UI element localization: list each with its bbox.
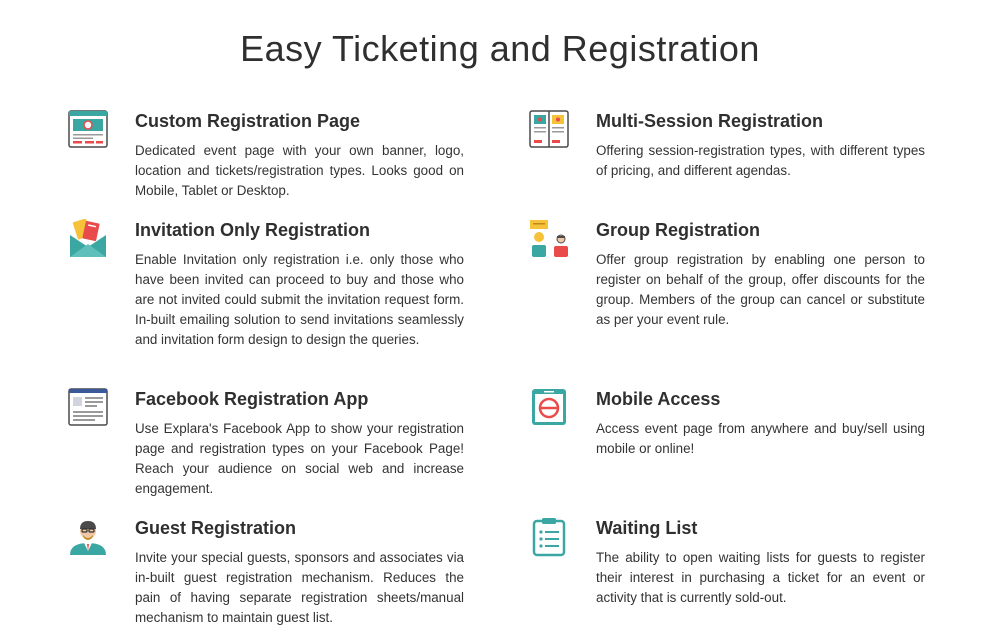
feature-title: Facebook Registration App (135, 389, 369, 409)
feature-title: Custom Registration Page (135, 111, 361, 131)
feature-description: Use Explara's Facebook App to show your registration page and registration types on your Facebook Page! Reach your audience on social web and increase engagement. (135, 421, 464, 496)
feature-description: Invite your special guests, sponsors and associates via in-built guest registration mechanism. Reduces the pain of having separate registration sheets/manual mechanism to maintain guest list. (135, 550, 464, 625)
feature-title: Invitation Only Registration (135, 220, 371, 240)
clipboard-list-icon (529, 517, 571, 559)
page-title: Easy Ticketing and Registration (240, 28, 760, 69)
feature-description: The ability to open waiting lists for guests to register their interest in purchasing a ticket for an event or activity that is currently sold-out. (596, 550, 925, 605)
feature-title: Mobile Access (596, 389, 721, 409)
browser-page-icon (68, 110, 110, 152)
feature-title: Group Registration (596, 220, 761, 240)
feature-description: Dedicated event page with your own banner, logo, location and tickets/registration types. Looks good on Mobile, Tablet or Desktop. (135, 143, 464, 198)
group-people-icon (529, 219, 571, 261)
facebook-page-icon (68, 388, 110, 430)
guest-person-icon (68, 517, 110, 559)
feature-title: Guest Registration (135, 518, 297, 538)
mobile-phone-icon (529, 388, 571, 430)
feature-title: Multi-Session Registration (596, 111, 824, 131)
envelope-tickets-icon (68, 219, 110, 261)
feature-title: Waiting List (596, 518, 698, 538)
feature-description: Enable Invitation only registration i.e. only those who have been invited can proceed to buy and those who are not invited could submit the invitation request form. In-built emailing solution to send invitations seamlessly and invitation form design to design the queries. (135, 252, 464, 347)
open-book-icon (529, 110, 571, 152)
feature-description: Access event page from anywhere and buy/sell using mobile or online! (596, 421, 925, 456)
feature-description: Offering session-registration types, with different types of pricing, and different agendas. (596, 143, 925, 178)
feature-description: Offer group registration by enabling one person to register on behalf of the group, offer discounts for the group. Members of the group can cancel or substitute as per your event rule. (596, 252, 925, 327)
